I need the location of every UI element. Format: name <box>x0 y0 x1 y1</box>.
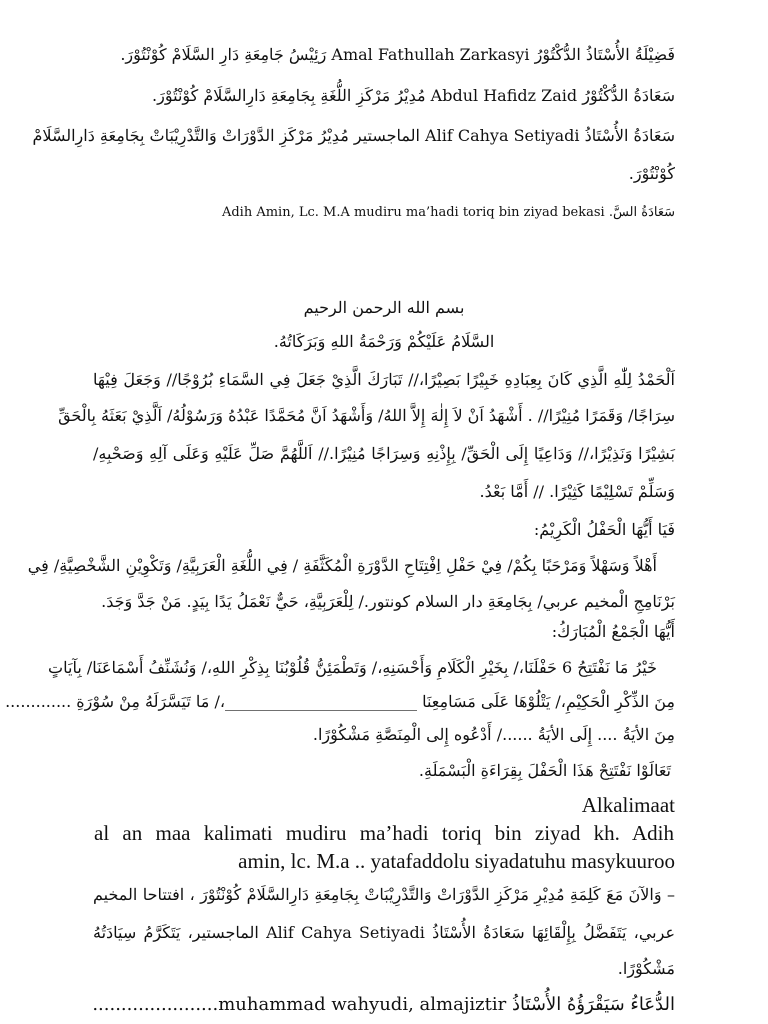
header-line-4-text: كُوْنْتُوْرَ. <box>628 164 675 183</box>
latin-para-line-1-text: al an maa kalimati mudiru ma’hadi toriq bin ziyad kh. Adih <box>94 821 674 845</box>
latin-para-line-2 <box>93 847 675 875</box>
doa-line-text: الدُّعَاءُ سَيَقْرَؤُهُ الأُسْتَاذُ muhammad wahyudi, almajiztir...................... <box>92 994 675 1015</box>
hamdalah-line-2 <box>58 405 675 427</box>
welcome-line-1 <box>27 555 675 577</box>
salam <box>93 331 675 353</box>
hamdalah-line-4-text: وَسَلِّمْ تَسْلِيْمًا كَثِيْرًا. // أَمَّا بَعْدُ. <box>479 482 675 501</box>
speech-line-2-text: عربي، يَتَفَضَّلُ بِإِلْقَائِهَا سَعَادَةُ الأُسْتَاذُ Alif Cahya Setiyadi الماجستير، يَتَكَرَّمُ سِيَادَتُهُ <box>93 923 675 942</box>
quran-line-1 <box>48 657 675 679</box>
header-line-4 <box>93 163 675 185</box>
salam-text: السَّلَامُ عَلَيْكُمْ وَرَحْمَةُ اللهِ وَبَرَكَاتُهُ. <box>273 332 495 351</box>
hamdalah-line-2-text: سِرَاجًا/ وَقَمَرًا مُنِيْرًا// . أَشْهَدُ اَنْ لاَ إِلٰهَ إِلاَّ اللهُ/ وَأَشْهَدُ اَنَّ مُحَمَّدًا عَبْدُهُ وَرَسُوْلُهُ/ اَلَّذِيْ بَعَثَهُ بِالْحَقِّ <box>58 406 675 425</box>
speech-line-3 <box>93 958 675 980</box>
quran-line-3-text: مِنَ الأيَةُ .... إِلَى الأيَةُ ....../ أَدْعُوه إِلى الْمِنَصَّةِ مَشْكُوْرًا. <box>312 725 675 744</box>
speech-line-2 <box>93 922 675 944</box>
header-line-2 <box>93 85 675 107</box>
speech-line-1-text: – وَالآنَ مَعَ كَلِمَةِ مُدِيْرِ مَرْكَزِ الدَّوْرَاتْ وَالتَّدْرِيْبَاتْ بِجَامِعَةِ دَارِالسَّلَامْ كُوْنْتُوْرَ ، افتتاحا المخيم <box>93 885 675 904</box>
doa-line <box>93 994 675 1016</box>
header-line-1-text: فَضِيْلَةُ الأُسْتَاذُ الدُّكْتُوْرُ Amal Fathullah Zarkasyi رَئِيْسُ جَامِعَةِ دَارِ السَّلَامْ كُوْنْتُوْرَ. <box>120 45 675 64</box>
quran-line-3 <box>93 724 675 746</box>
quran-line-2-text: مِنَ الذِّكْرِ الْحَكِيْمِ،/ يَتْلُوْهَا عَلَى مَسَامِعِنَا ________________________،/ مَا تَيَسَّرَلَهُ مِنْ سُوْرَةِ ............. <box>5 692 675 711</box>
hamdalah-line-3-text: بَشِيْرًا وَنَذِيْرًا،// وَدَاعِيًا إِلَى الْحَقِّ/ بِإِذْنِهِ وَسِرَاجًا مُنِيْرًا.// اَللَّهُمَّ صَلِّ عَلَيْهِ وَعَلَى آلِهِ وَصَحْبِهِ/ <box>93 444 675 463</box>
quran-line-4-text: تَعَالَوْا نَفْتَتِحْ هَذَا الْحَفْلَ بِقِرَاءَةِ الْبَسْمَلَةِ. <box>418 761 671 780</box>
hamdalah-line-1 <box>93 369 675 391</box>
speech-line-1 <box>93 884 675 906</box>
hamdalah-line-4 <box>93 481 675 503</box>
quran-line-4 <box>93 760 675 782</box>
basmala <box>93 297 675 319</box>
quran-line-1-text: خَيْرُ مَا نَفْتَتِحُ 6 حَفْلَنَا،/ بِخَيْرِ الْكَلَامِ وَأَحْسَنِهِ،/ وَتَطْمَئِنُّ قُلُوْبُنَا بِذِكْرِ اللهِ،/ وَنُشَنِّفُ أَسْمَاعَنَا/ بِآيَاتٍ <box>48 658 657 677</box>
speech-line-3-text: مَشْكُوْرًا. <box>617 959 675 978</box>
hamdalah-line-1-text: اَلْحَمْدُ لِلّٰهِ الَّذِي كَانَ بِعِبَادِهِ خَبِيْرًا بَصِيْرًا،// تَبَارَكَ الَّذِيْ جَعَلَ فِي السَّمَاءِ بُرُوْجًا// وَجَعَلَ فِيْهَا <box>93 370 675 389</box>
header-line-5-text: سَعَادَةُ السَّ. Adih Amin, Lc. M.A mudiru ma’hadi toriq bin ziyad bekasi <box>221 205 675 220</box>
header-line-3-text: سَعَادَةُ الأُسْتَاذُ Alif Cahya Setiyadi الماجستير مُدِيْرُ مَرْكَزِ الدَّوْرَاتْ وَالتَّدْرِيْبَاتْ بِجَامِعَةِ دَارِالسَّلَامْ <box>32 126 675 145</box>
header-line-3 <box>32 125 675 147</box>
basmala-text: بسم الله الرحمن الرحيم <box>303 298 465 317</box>
address-2 <box>93 621 675 643</box>
header-line-1 <box>93 44 675 66</box>
header-line-2-text: سَعَادَةُ الدُّكْتُوْرُ Abdul Hafidz Zaid مُدِيْرُ مَرْكَزِ اللُّغَةِ بِجَامِعَةِ دَارِالسَّلَامْ كُوْنْتُوْرَ. <box>152 86 675 105</box>
welcome-line-2 <box>93 591 675 613</box>
hamdalah-line-3 <box>93 443 675 465</box>
alkalimaat-heading <box>93 791 675 819</box>
header-line-5 <box>93 202 675 224</box>
address-1-text: فَيَا أَيُّهَا الْحَفْلُ الْكَرِيْمُ: <box>533 520 675 539</box>
quran-line-2 <box>5 691 675 713</box>
welcome-line-2-text: بَرْنَامِجِ الْمخيم عربي/ بِجَامِعَةِ دار السلام كونتور./ لِلْعَرَبِيَّةِ، حَيٌّ نَعْمَلُ يَدًا بِيَدٍ. مَنْ جَدَّ وَجَدَ. <box>101 592 675 611</box>
latin-para-line-2-text: amin, lc. M.a .. yatafaddolu siyadatuhu masykuuroo <box>238 849 675 873</box>
latin-para-line-1 <box>94 819 674 847</box>
welcome-line-1-text: أَهْلاً وَسَهْلاً وَمَرْحَبًا بِكُمْ/ فِيْ حَفْلِ اِفْتِتَاحِ الدَّوْرَةِ الْمُكَثَّفَةِ / فِي اللُّغَةِ الْعَرَبِيَّةِ/ وَتَكْوِيْنِ الشَّخْصِيَّةِ/ فِي <box>27 556 657 575</box>
address-2-text: أَيُّهَا الْجَمْعُ الْمُبَارَكُ: <box>551 622 675 641</box>
alkalimaat-heading-text: Alkalimaat <box>581 793 675 817</box>
address-1 <box>93 519 675 541</box>
